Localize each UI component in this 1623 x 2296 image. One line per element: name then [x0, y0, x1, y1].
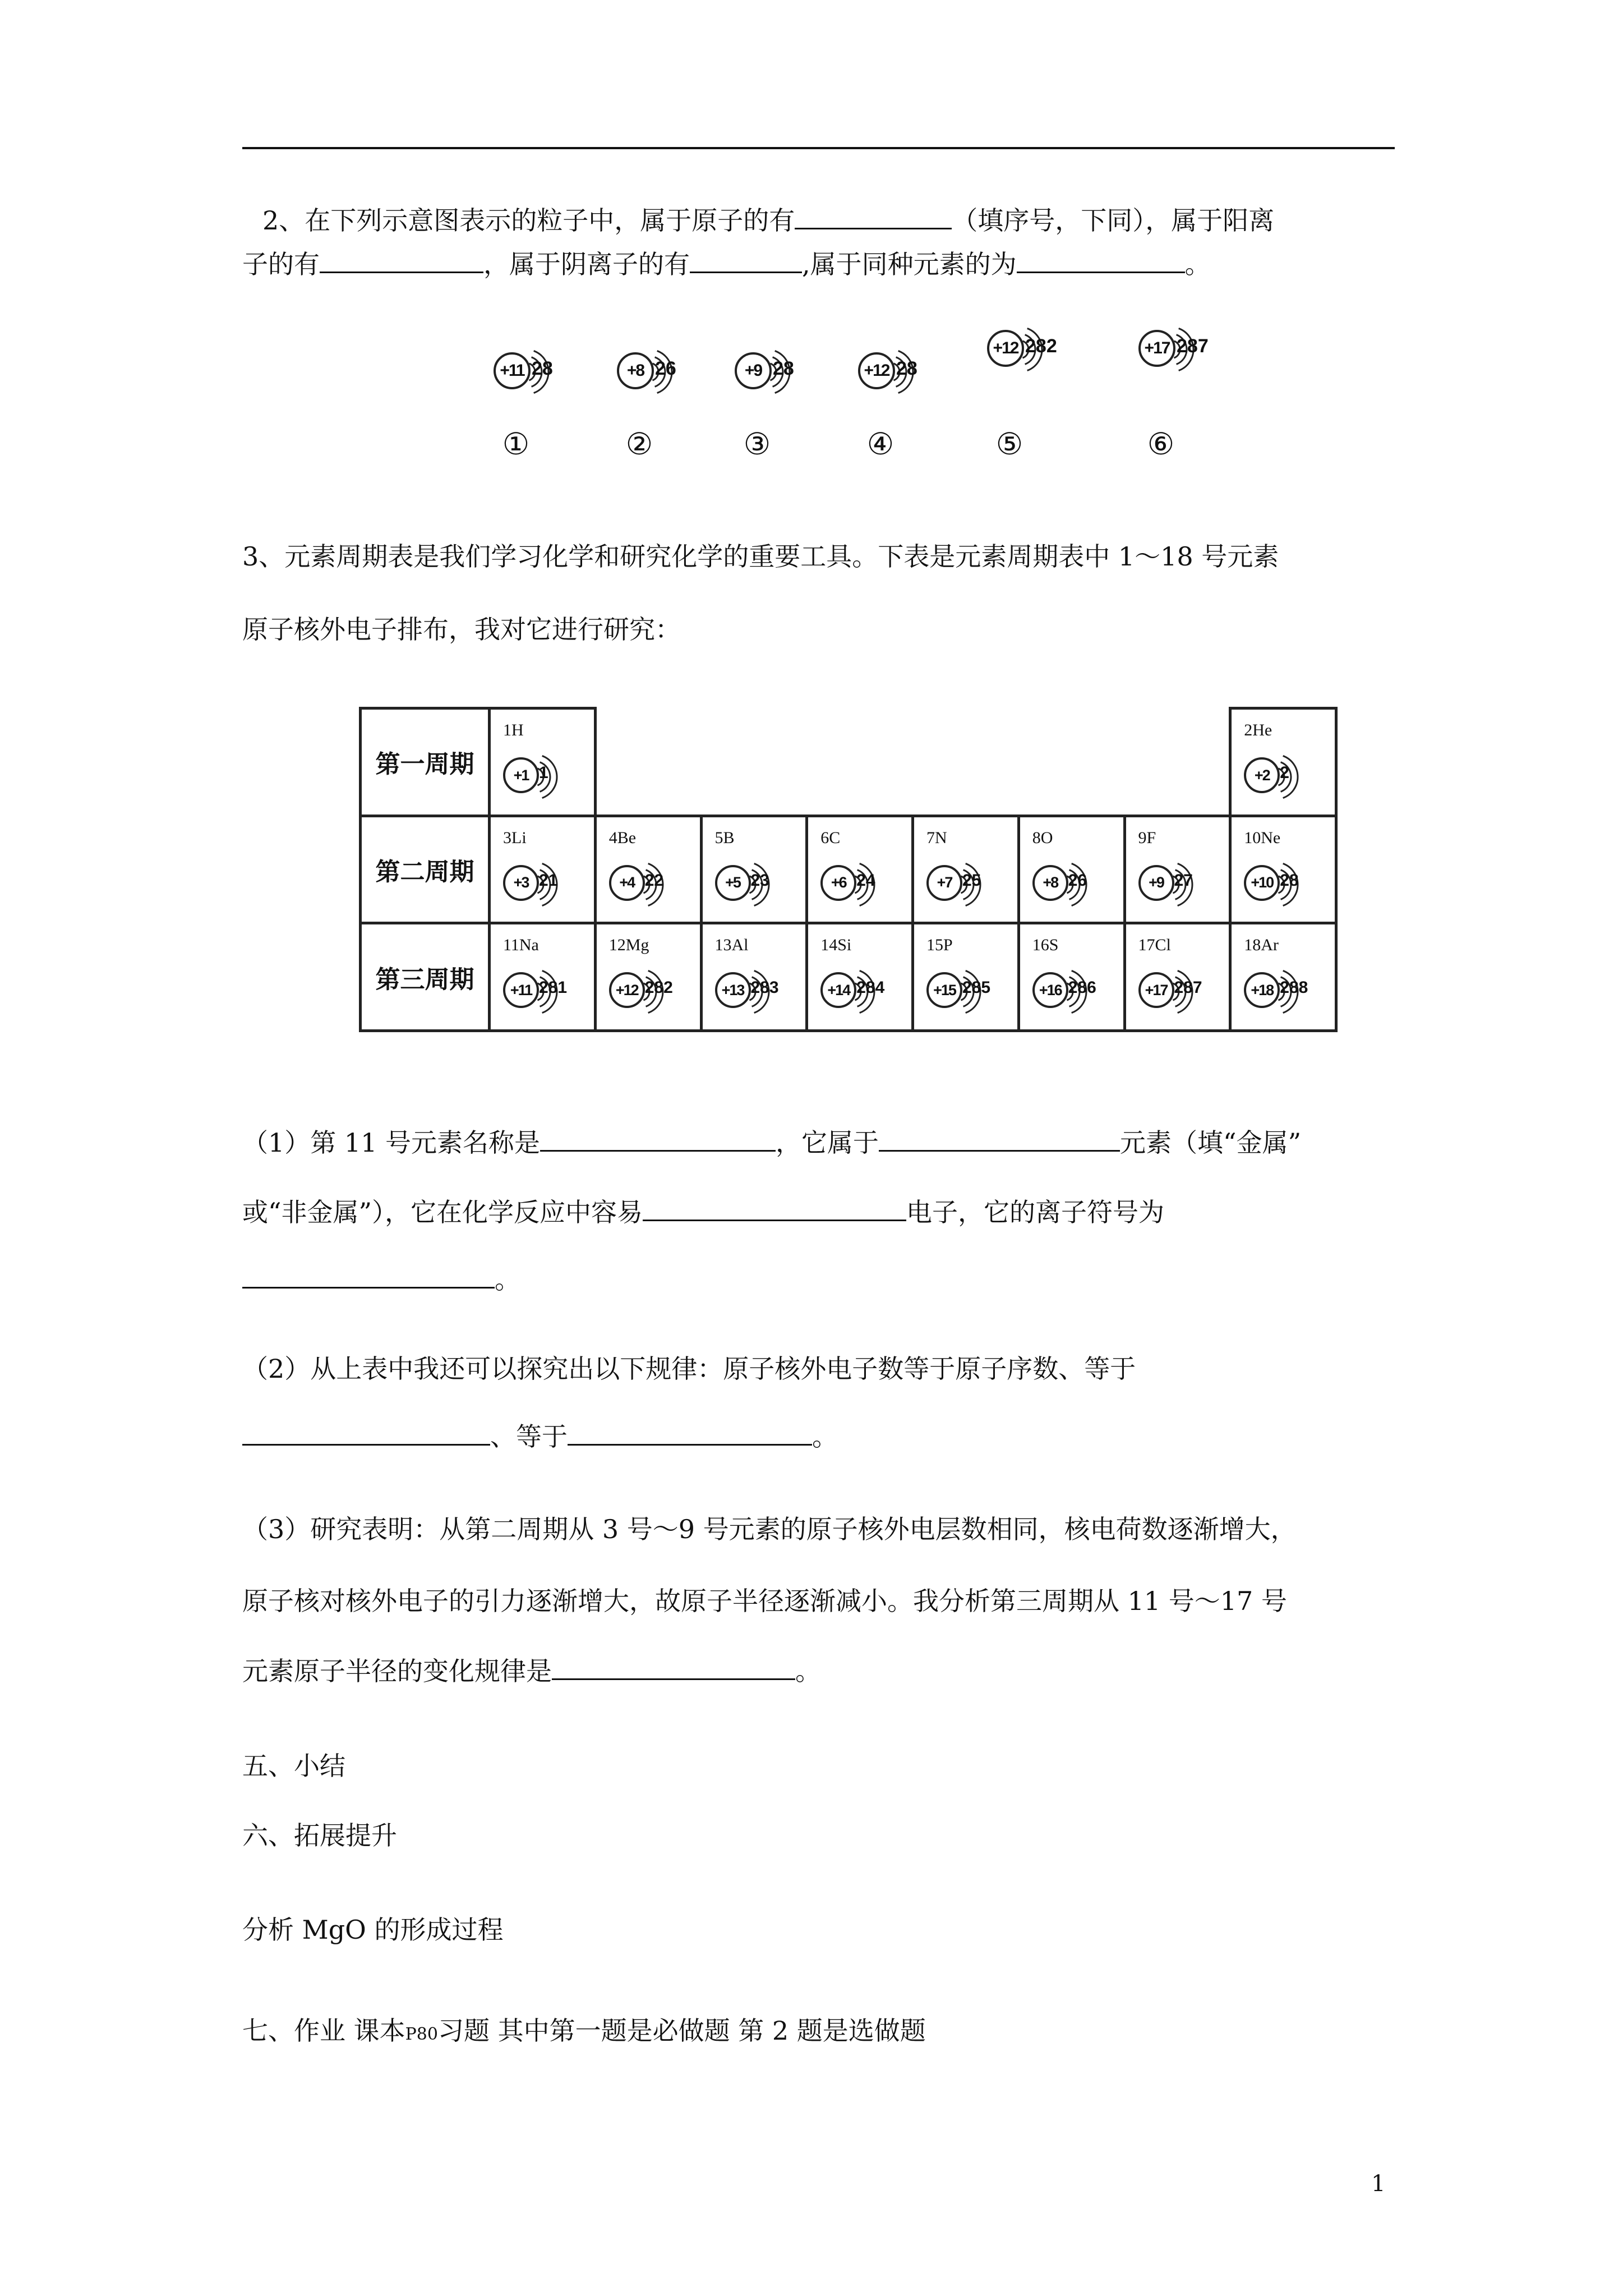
- element-diagram: [491, 710, 594, 815]
- q2-blank-atoms[interactable]: [795, 203, 952, 229]
- nucleus-circle: [617, 352, 654, 389]
- nucleus-charge: +8: [1043, 874, 1058, 891]
- nucleus-charge: +6: [831, 874, 846, 891]
- element-symbol: 5B: [714, 828, 735, 847]
- element-diagram: [808, 924, 911, 1029]
- electron-count: 287: [1174, 978, 1202, 997]
- nucleus-circle: [1244, 865, 1280, 901]
- period-row-2: [361, 816, 1336, 923]
- nucleus-circle: [1138, 865, 1174, 901]
- sub2-text-b: 、等于: [490, 1421, 568, 1452]
- q3-line-1: 3、元素周期表是我们学习化学和研究化学的重要工具。下表是元素周期表中 1～18 号元素: [242, 541, 1279, 572]
- q2-text-1a: 2、在下列示意图表示的粒子中，属于原子的有: [262, 205, 795, 236]
- nucleus-circle: [735, 352, 772, 389]
- nucleus-circle: [609, 865, 645, 901]
- q3-sub1-line-2: [242, 1195, 1164, 1229]
- element-diagram: [808, 817, 911, 922]
- sub1-blank-ion-symbol[interactable]: [242, 1262, 495, 1289]
- particle-number: ③: [743, 426, 771, 462]
- element-cell: [490, 816, 596, 923]
- q3-sub3-line-2: 原子核对核外电子的引力逐渐增大，故原子半径逐渐减小。我分析第三周期从 11 号～17 号: [242, 1586, 1287, 1616]
- element-diagram: [597, 924, 700, 1029]
- q2-line-2: [242, 247, 1211, 281]
- nucleus-charge: +15: [933, 981, 956, 999]
- mgo-analysis: 分析 MgO 的形成过程: [242, 1915, 504, 1945]
- sub3-text-c: 元素原子半径的变化规律是: [242, 1656, 552, 1686]
- element-cell: [1018, 923, 1124, 1031]
- element-symbol: 7N: [926, 828, 947, 847]
- particle-diagram: [1138, 314, 1251, 462]
- element-cell: [490, 923, 596, 1031]
- nucleus-charge: +9: [744, 361, 762, 380]
- nucleus-circle: [715, 865, 751, 901]
- sub2-blank-1[interactable]: [242, 1419, 490, 1446]
- element-cell: [701, 923, 807, 1031]
- section-extension: 六、拓展提升: [242, 1820, 397, 1851]
- particle-number: ⑤: [995, 426, 1023, 462]
- electron-count: 23: [750, 871, 769, 890]
- q3-sub2-line-2: [242, 1419, 838, 1453]
- particle-diagram: [617, 337, 729, 466]
- element-diagram: [703, 924, 806, 1029]
- section-summary: 五、小结: [242, 1751, 345, 1781]
- electron-count: 27: [1174, 871, 1193, 890]
- nucleus-circle: [503, 972, 539, 1008]
- element-cell: [1230, 923, 1336, 1031]
- electron-count: 286: [1068, 978, 1096, 997]
- nucleus-circle: [858, 352, 895, 389]
- particle-diagram: [858, 337, 970, 466]
- electron-count: 22: [644, 871, 664, 890]
- nucleus-circle: [1138, 330, 1175, 367]
- electron-count: 25: [962, 871, 981, 890]
- nucleus-charge: +10: [1251, 874, 1274, 891]
- q2-blank-same-element[interactable]: [1017, 247, 1185, 273]
- element-cell: [701, 816, 807, 923]
- nucleus-circle: [609, 972, 645, 1008]
- nucleus-charge: +17: [1145, 981, 1168, 999]
- sub1-blank-name[interactable]: [540, 1125, 776, 1152]
- electron-count: 282: [644, 978, 673, 997]
- element-cell: [807, 816, 913, 923]
- q2-blank-cations[interactable]: [320, 247, 483, 273]
- element-cell: [913, 816, 1019, 923]
- q3-sub3-line-1: （3）研究表明：从第二周期从 3 号～9 号元素的原子核外电层数相同，核电荷数逐渐增大，: [242, 1514, 1297, 1544]
- nucleus-circle: [820, 865, 856, 901]
- nucleus-circle: [1032, 972, 1068, 1008]
- electron-count: 285: [962, 978, 991, 997]
- periodic-table: [359, 707, 1338, 1032]
- sub1-text-a: （1）第 11 号元素名称是: [242, 1128, 541, 1158]
- element-symbol: 10Ne: [1244, 828, 1281, 847]
- q3-sub2-line-1: （2）从上表中我还可以探究出以下规律：原子核外电子数等于原子序数、等于: [242, 1354, 1136, 1384]
- element-diagram: [1020, 817, 1123, 922]
- sub1-text-d: 或“非金属”），它在化学反应中容易: [242, 1197, 643, 1227]
- sub1-blank-type[interactable]: [879, 1125, 1120, 1152]
- element-diagram: [491, 924, 594, 1029]
- electron-count: 28: [896, 358, 917, 379]
- element-symbol: 9F: [1138, 828, 1156, 847]
- element-cell: [1124, 923, 1230, 1031]
- element-symbol: 6C: [820, 828, 841, 847]
- element-symbol: 17Cl: [1138, 936, 1171, 955]
- q2-text-2b: ，属于阴离子的有: [483, 249, 690, 279]
- electron-count: 26: [655, 358, 676, 379]
- period-label-1: 第一周期: [361, 708, 490, 816]
- nucleus-circle: [1138, 972, 1174, 1008]
- particle-diagram: [494, 337, 606, 466]
- electron-count: 24: [856, 871, 875, 890]
- electron-count: 21: [539, 871, 558, 890]
- electron-count: 287: [1177, 335, 1209, 357]
- homework-text-b: 习题 其中第一题是必做题 第 2 题是选做题: [437, 2016, 926, 2046]
- element-diagram: [914, 817, 1017, 922]
- element-cell: [807, 923, 913, 1031]
- element-symbol: 8O: [1032, 828, 1053, 847]
- electron-count: 288: [1280, 978, 1308, 997]
- empty-cell: [701, 708, 807, 816]
- element-symbol: 12Mg: [608, 936, 649, 955]
- nucleus-charge: +4: [619, 874, 635, 891]
- q2-text-1b: （填序号，下同），属于阳离: [952, 205, 1275, 236]
- element-cell: [1230, 816, 1336, 923]
- nucleus-charge: +9: [1149, 874, 1164, 891]
- nucleus-charge: +12: [993, 339, 1018, 357]
- element-symbol: 4Be: [608, 828, 637, 847]
- nucleus-charge: +12: [615, 981, 638, 999]
- sub1-blank-electron[interactable]: [643, 1195, 906, 1221]
- electron-count: 28: [532, 358, 553, 379]
- empty-cell: [1124, 708, 1230, 816]
- header-rule: [242, 147, 1395, 149]
- particle-number: ②: [625, 426, 653, 462]
- sub1-text-e: 电子，它的离子符号为: [906, 1197, 1165, 1227]
- nucleus-circle: [987, 330, 1024, 367]
- nucleus-charge: +11: [500, 361, 524, 380]
- element-diagram: [1232, 710, 1335, 815]
- empty-cell: [1018, 708, 1124, 816]
- period-label-2: 第二周期: [361, 816, 490, 923]
- nucleus-charge: +13: [721, 981, 744, 999]
- section-homework: [242, 2014, 926, 2051]
- nucleus-circle: [926, 972, 962, 1008]
- particle-number: ⑥: [1147, 426, 1175, 462]
- element-diagram: [1232, 924, 1335, 1029]
- electron-count: 283: [750, 978, 779, 997]
- element-cell: [595, 923, 701, 1031]
- nucleus-circle: [1032, 865, 1068, 901]
- nucleus-charge: +7: [937, 874, 952, 891]
- q3-sub1-line-1: [242, 1125, 1301, 1159]
- element-diagram: [491, 817, 594, 922]
- element-symbol: 2He: [1244, 721, 1272, 739]
- page-number: 1: [1371, 2171, 1386, 2197]
- particle-number: ①: [502, 426, 530, 462]
- particle-diagram: [735, 337, 847, 466]
- nucleus-charge: +11: [510, 981, 532, 999]
- sub1-text-f: 。: [495, 1264, 520, 1295]
- nucleus-circle: [494, 352, 531, 389]
- element-diagram: [703, 817, 806, 922]
- nucleus-charge: +14: [827, 981, 850, 999]
- element-symbol: 18Ar: [1244, 936, 1279, 955]
- nucleus-charge: +16: [1039, 981, 1062, 999]
- sub3-text-d: 。: [795, 1656, 821, 1686]
- nucleus-charge: +12: [864, 361, 889, 380]
- element-diagram: [597, 817, 700, 922]
- sub2-blank-2[interactable]: [568, 1419, 812, 1446]
- element-cell: [1124, 816, 1230, 923]
- q2-text-2a: 子的有: [242, 249, 320, 279]
- electron-count: 282: [1025, 335, 1057, 357]
- nucleus-charge: +17: [1144, 339, 1170, 357]
- element-diagram: [1232, 817, 1335, 922]
- element-symbol: 16S: [1032, 936, 1059, 955]
- nucleus-charge: +8: [626, 361, 644, 380]
- nucleus-circle: [1244, 757, 1280, 793]
- nucleus-circle: [503, 865, 539, 901]
- q2-text-2d: 。: [1184, 249, 1211, 279]
- element-cell: [913, 923, 1019, 1031]
- element-cell: [490, 708, 596, 816]
- element-symbol: 13Al: [714, 936, 749, 955]
- element-symbol: 3Li: [503, 828, 527, 847]
- nucleus-charge: +2: [1254, 766, 1270, 784]
- sub1-text-c: 元素（填“金属”: [1120, 1128, 1302, 1158]
- q2-line-1: [262, 203, 1274, 237]
- empty-cell: [595, 708, 701, 816]
- q3-sub1-line-3: [242, 1262, 520, 1296]
- nucleus-circle: [926, 865, 962, 901]
- homework-page-ref: P80: [405, 2024, 438, 2044]
- q2-text-2c: ,属于同种元素的为: [802, 249, 1017, 279]
- element-diagram: [1020, 924, 1123, 1029]
- nucleus-charge: +3: [513, 874, 529, 891]
- electron-count: 28: [1280, 871, 1299, 890]
- element-cell: [1230, 708, 1336, 816]
- homework-text-a: 七、作业 课本: [242, 2016, 405, 2046]
- empty-cell: [807, 708, 913, 816]
- element-diagram: [1126, 817, 1229, 922]
- element-diagram: [914, 924, 1017, 1029]
- electron-count: 28: [773, 358, 794, 379]
- period-row-3: [361, 923, 1336, 1031]
- particle-number: ④: [866, 426, 895, 462]
- element-cell: [1018, 816, 1124, 923]
- nucleus-charge: +18: [1251, 981, 1274, 999]
- period-label-3: 第三周期: [361, 923, 490, 1031]
- element-diagram: [1126, 924, 1229, 1029]
- empty-cell: [913, 708, 1019, 816]
- electron-count: 2: [1280, 763, 1289, 782]
- q3-line-2: 原子核外电子排布，我对它进行研究：: [242, 614, 681, 645]
- electron-count: 1: [539, 763, 548, 782]
- electron-count: 281: [539, 978, 568, 997]
- element-symbol: 11Na: [503, 936, 539, 955]
- element-cell: [595, 816, 701, 923]
- particle-diagram: [987, 314, 1099, 462]
- electron-count: 284: [856, 978, 885, 997]
- nucleus-circle: [503, 757, 539, 793]
- electron-count: 26: [1068, 871, 1087, 890]
- element-symbol: 1H: [503, 721, 524, 739]
- nucleus-circle: [715, 972, 751, 1008]
- q3-sub3-line-3: [242, 1654, 821, 1688]
- element-symbol: 15P: [926, 936, 953, 955]
- nucleus-charge: +5: [725, 874, 740, 891]
- sub1-text-b: ，它属于: [776, 1128, 879, 1158]
- sub3-blank-radius[interactable]: [552, 1654, 795, 1680]
- element-symbol: 14Si: [820, 936, 852, 955]
- sub2-text-c: 。: [812, 1421, 838, 1452]
- period-row-1: [361, 708, 1336, 816]
- nucleus-charge: +1: [513, 766, 529, 784]
- q2-blank-anions[interactable]: [690, 247, 802, 273]
